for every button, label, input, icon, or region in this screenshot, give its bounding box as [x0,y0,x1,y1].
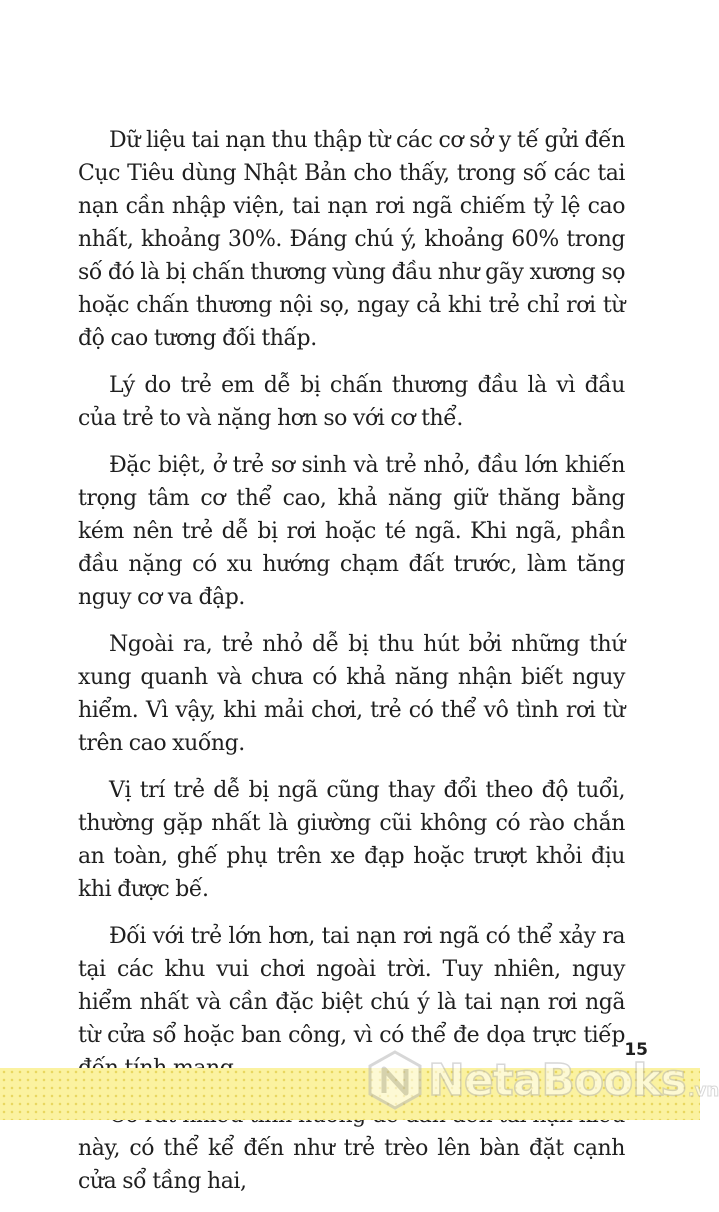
netabooks-logo-icon [366,1049,424,1111]
paragraph-4: Ngoài ra, trẻ nhỏ dễ bị thu hút bởi những thứ xung quanh và chưa có khả năng nhận biết nguy hiểm. Vì vậy, khi mải chơi, trẻ có thể vô tình rơi từ trên cao xuống. [78,632,625,756]
watermark-brand: NetaBooks [428,1054,686,1106]
paragraph-3: Đặc biệt, ở trẻ sơ sinh và trẻ nhỏ, đầu lớn khiến trọng tâm cơ thể cao, khả năng giữ thăng bằng kém nên trẻ dễ bị rơi hoặc té ngã. Khi ngã, phần đầu nặng có xu hướng chạm đất trước, làm tăng nguy cơ va đập. [78,453,625,610]
netabooks-watermark [366,1045,719,1115]
paragraph-1: Dữ liệu tai nạn thu thập từ các cơ sở y tế gửi đến Cục Tiêu dùng Nhật Bản cho thấy, trong số các tai nạn cần nhập viện, tai nạn rơi ngã chiếm tỷ lệ cao nhất, khoảng 30%. Đáng chú ý, khoảng 60% trong số đó là bị chấn thương vùng đầu như gãy xương sọ hoặc chấn thương nội sọ, ngay cả khi trẻ chỉ rơi từ độ cao tương đối thấp. [78,128,625,351]
page-number: 15 [624,1040,648,1060]
paragraph-6: Đối với trẻ lớn hơn, tai nạn rơi ngã có thể xảy ra tại các khu vui chơi ngoài trời. Tuy nhiên, nguy hiểm nhất và cần đặc biệt chú ý là tai nạn rơi ngã từ cửa sổ hoặc ban công, vì có thể đe dọa trực tiếp [78,924,625,1048]
paragraph-5: Vị trí trẻ dễ bị ngã cũng thay đổi theo độ tuổi, thường gặp nhất là giường cũi không có rào chắn an toàn, ghế phụ trên xe đạp hoặc trượt khỏi địu khi được bế. [78,778,625,902]
paragraph-2: Lý do trẻ em dễ bị chấn thương đầu là vì đầu của trẻ to và nặng hơn so với cơ thể. [78,373,625,431]
watermark-suffix: .vn [687,1080,719,1101]
paragraph-7: này, có thể kể đến như trẻ trèo lên bàn đặt cạnh cửa sổ tầng hai, [78,1136,625,1194]
